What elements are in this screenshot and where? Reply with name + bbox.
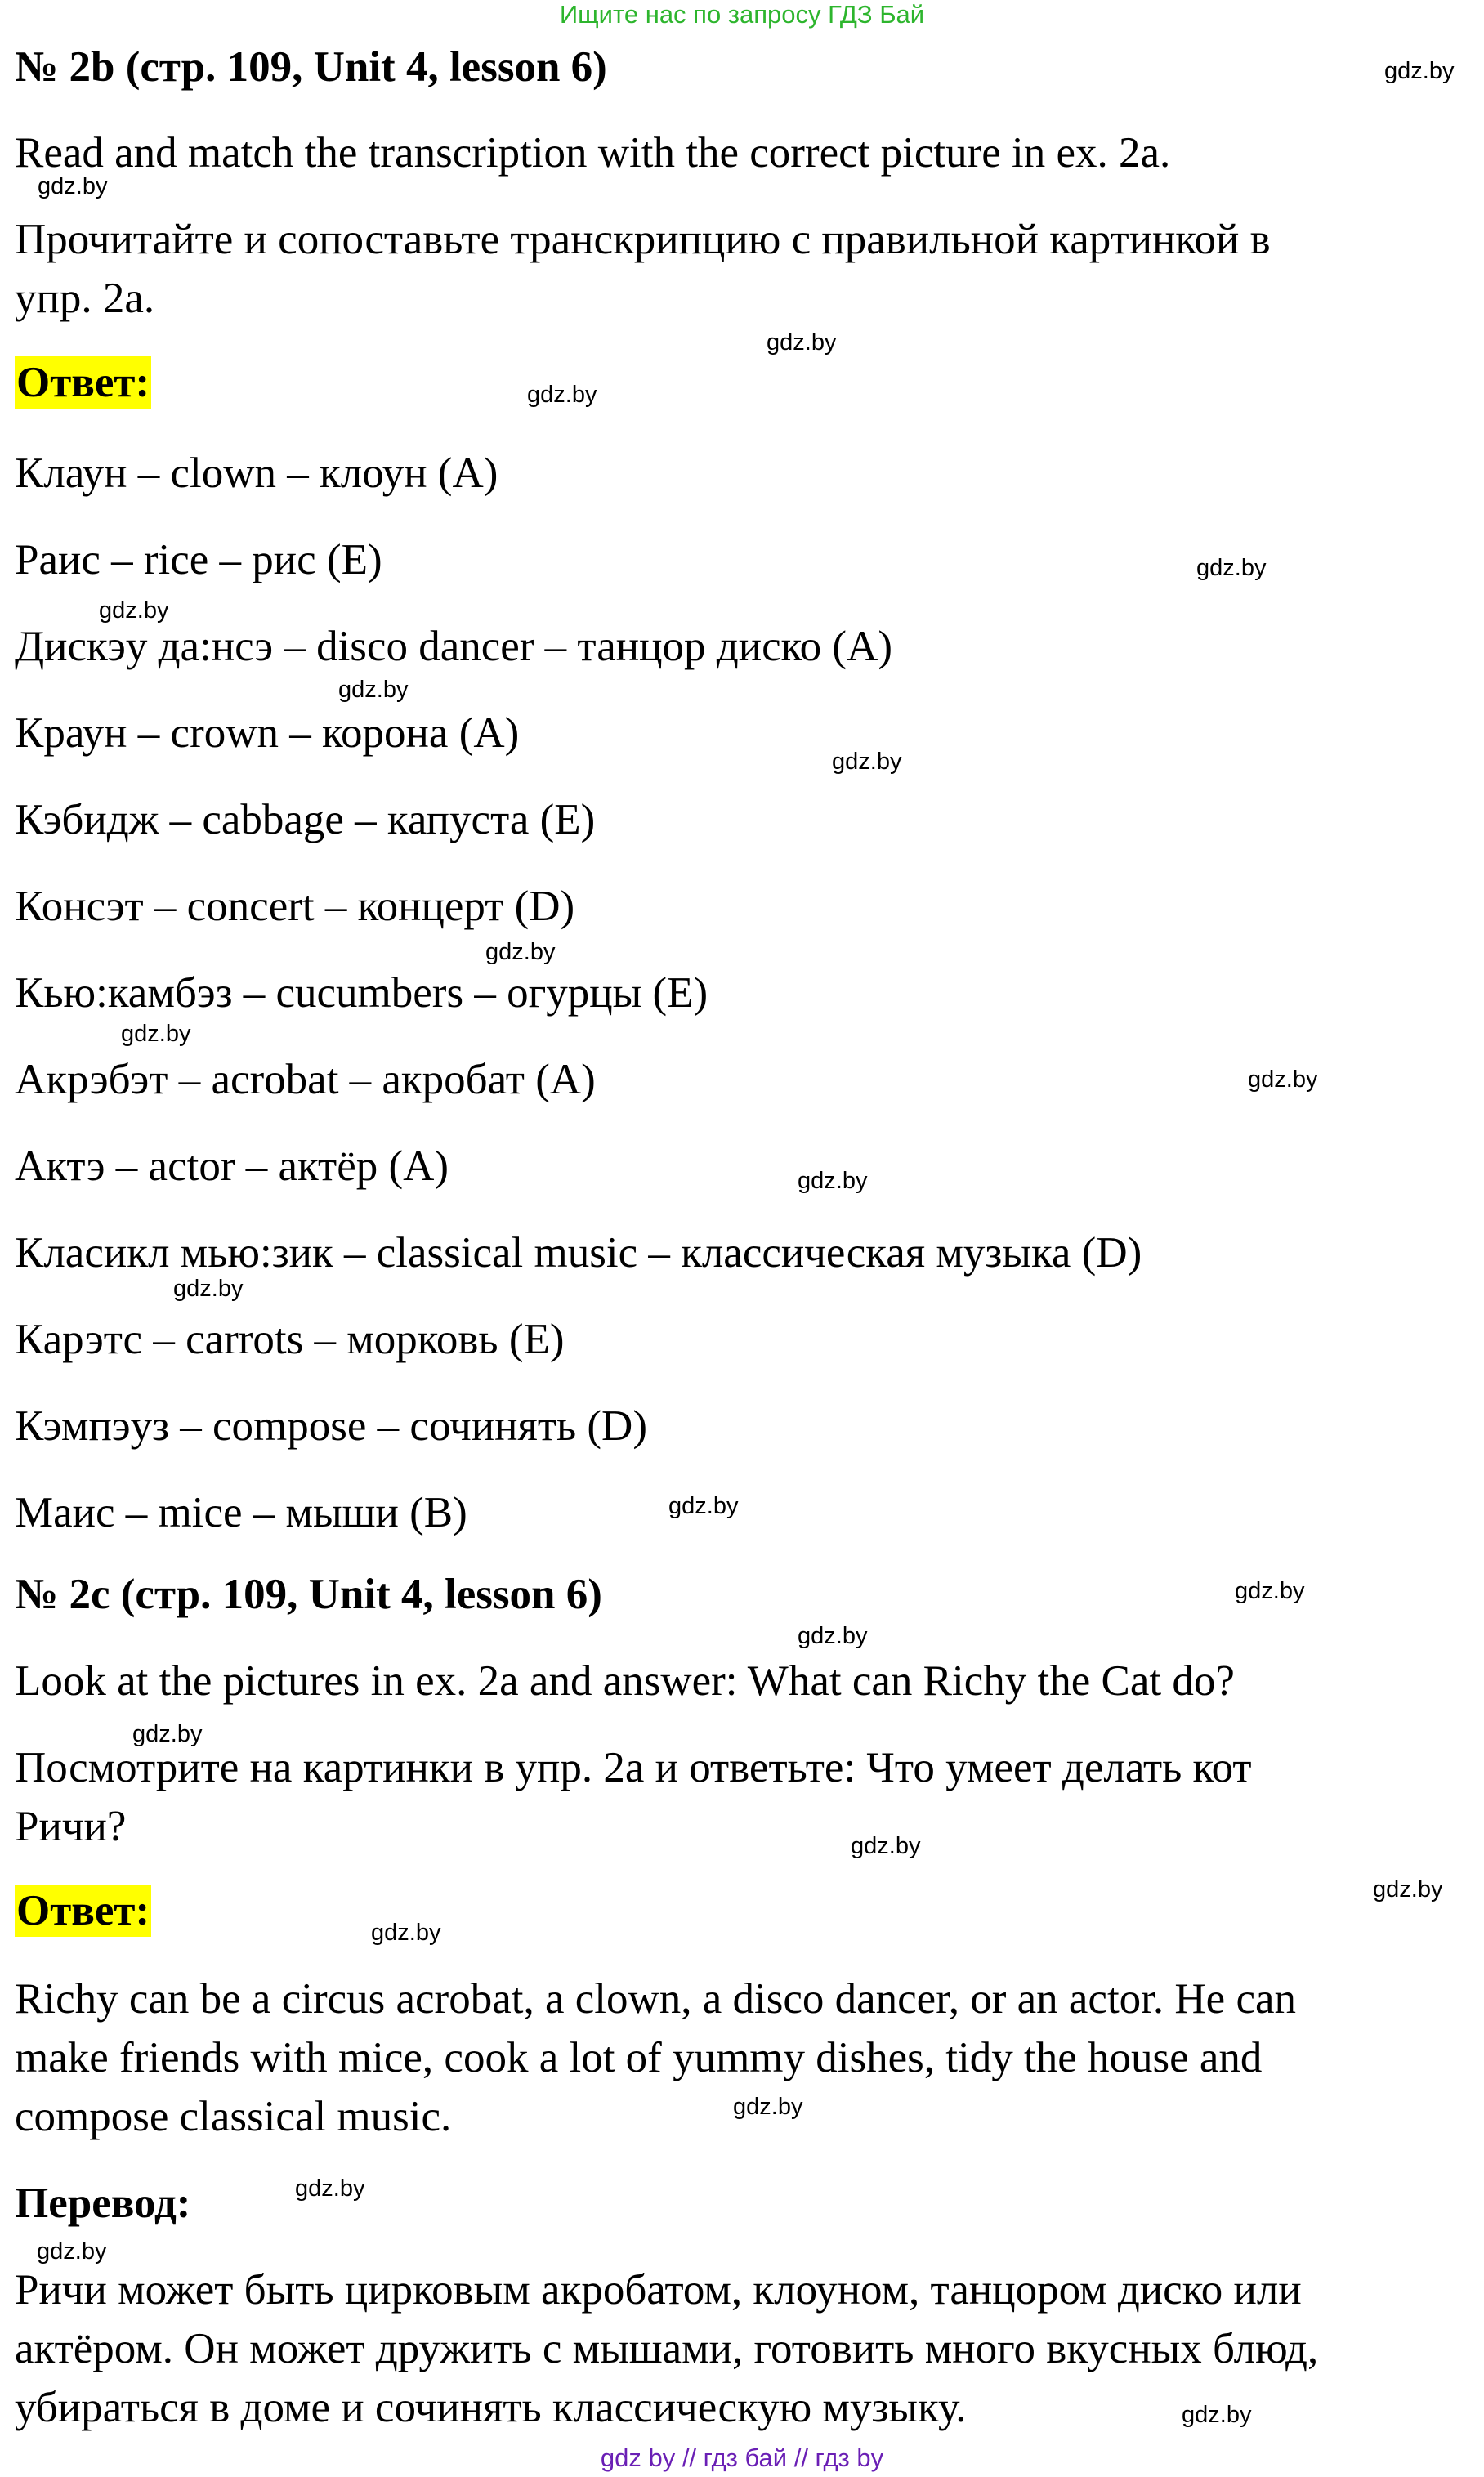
bottom-links-banner[interactable]: gdz by // гдз бай // гдз by	[600, 2443, 884, 2472]
section-2b-answer-label: Ответ:	[15, 356, 151, 409]
list-item: Маис – mice – мыши (B)	[15, 1489, 467, 1536]
watermark: gdz.by	[1182, 2402, 1252, 2428]
watermark: gdz.by	[295, 2175, 365, 2202]
section-2b-heading: № 2b (стр. 109, Unit 4, lesson 6)	[15, 43, 607, 91]
watermark: gdz.by	[1196, 555, 1267, 581]
translation-label: Перевод:	[15, 2180, 191, 2227]
list-item: Кью:камбэз – cucumbers – огурцы (E)	[15, 969, 708, 1017]
list-item: Раис – rice – рис (E)	[15, 536, 382, 583]
watermark: gdz.by	[798, 1168, 868, 1194]
section-2c-task-ru-line-2: Ричи?	[15, 1803, 127, 1850]
section-2b-task-ru-line-2: упр. 2а.	[15, 275, 155, 322]
section-2b-task-en: Read and match the transcription with the correct picture in ex. 2a.	[15, 129, 1171, 177]
answer-line: Richy can be a circus acrobat, a clown, a disco dancer, or an actor. He can	[15, 1975, 1297, 2023]
watermark: gdz.by	[1235, 1578, 1305, 1604]
watermark: gdz.by	[733, 2094, 803, 2120]
list-item: Клаун – clown – клоун (A)	[15, 449, 498, 497]
list-item: Дискэу да:нсэ – disco dancer – танцор диско (A)	[15, 623, 892, 670]
watermark: gdz.by	[767, 329, 837, 355]
watermark: gdz.by	[668, 1493, 739, 1519]
watermark: gdz.by	[99, 597, 169, 624]
list-item: Карэтс – carrots – морковь (E)	[15, 1316, 565, 1363]
section-2b-task-ru-line-1: Прочитайте и сопоставьте транскрипцию с правильной картинкой в	[15, 216, 1271, 263]
watermark: gdz.by	[37, 2238, 107, 2265]
translation-line: актёром. Он может дружить с мышами, готовить много вкусных блюд,	[15, 2325, 1319, 2372]
section-2c-task-ru-line-1: Посмотрите на картинки в упр. 2а и ответьте: Что умеет делать кот	[15, 1744, 1252, 1791]
watermark: gdz.by	[1384, 58, 1455, 84]
section-2c-task-en: Look at the pictures in ex. 2a and answer: What can Richy the Cat do?	[15, 1657, 1235, 1705]
watermark: gdz.by	[38, 173, 108, 199]
watermark: gdz.by	[1248, 1066, 1318, 1093]
watermark: gdz.by	[798, 1623, 868, 1649]
list-item: Консэт – concert – концерт (D)	[15, 883, 575, 930]
list-item: Краун – crown – корона (A)	[15, 709, 520, 757]
list-item: Акрэбэт – acrobat – акробат (A)	[15, 1056, 596, 1103]
watermark: gdz.by	[173, 1276, 244, 1302]
translation-line: Ричи может быть цирковым акробатом, клоуном, танцором диско или	[15, 2266, 1302, 2314]
translation-line: убираться в доме и сочинять классическую музыку.	[15, 2384, 967, 2431]
list-item: Актэ – actor – актёр (A)	[15, 1142, 449, 1190]
list-item: Кэбидж – cabbage – капуста (E)	[15, 796, 596, 843]
watermark: gdz.by	[132, 1721, 203, 1747]
list-item: Класикл мью:зик – classical music – классическая музыка (D)	[15, 1229, 1142, 1277]
watermark: gdz.by	[851, 1833, 921, 1859]
watermark: gdz.by	[121, 1021, 191, 1047]
watermark: gdz.by	[371, 1920, 441, 1946]
list-item: Кэмпэуз – compose – сочинять (D)	[15, 1402, 647, 1450]
section-2c-heading: № 2c (стр. 109, Unit 4, lesson 6)	[15, 1571, 602, 1618]
top-search-banner[interactable]: Ищите нас по запросу ГДЗ Бай	[559, 0, 925, 29]
watermark: gdz.by	[832, 749, 902, 775]
answer-line: compose classical music.	[15, 2093, 452, 2140]
watermark: gdz.by	[338, 677, 409, 703]
answer-line: make friends with mice, cook a lot of yummy dishes, tidy the house and	[15, 2034, 1263, 2081]
watermark: gdz.by	[1373, 1876, 1443, 1902]
section-2c-answer-label: Ответ:	[15, 1885, 151, 1937]
watermark: gdz.by	[485, 939, 556, 965]
watermark: gdz.by	[527, 382, 597, 408]
